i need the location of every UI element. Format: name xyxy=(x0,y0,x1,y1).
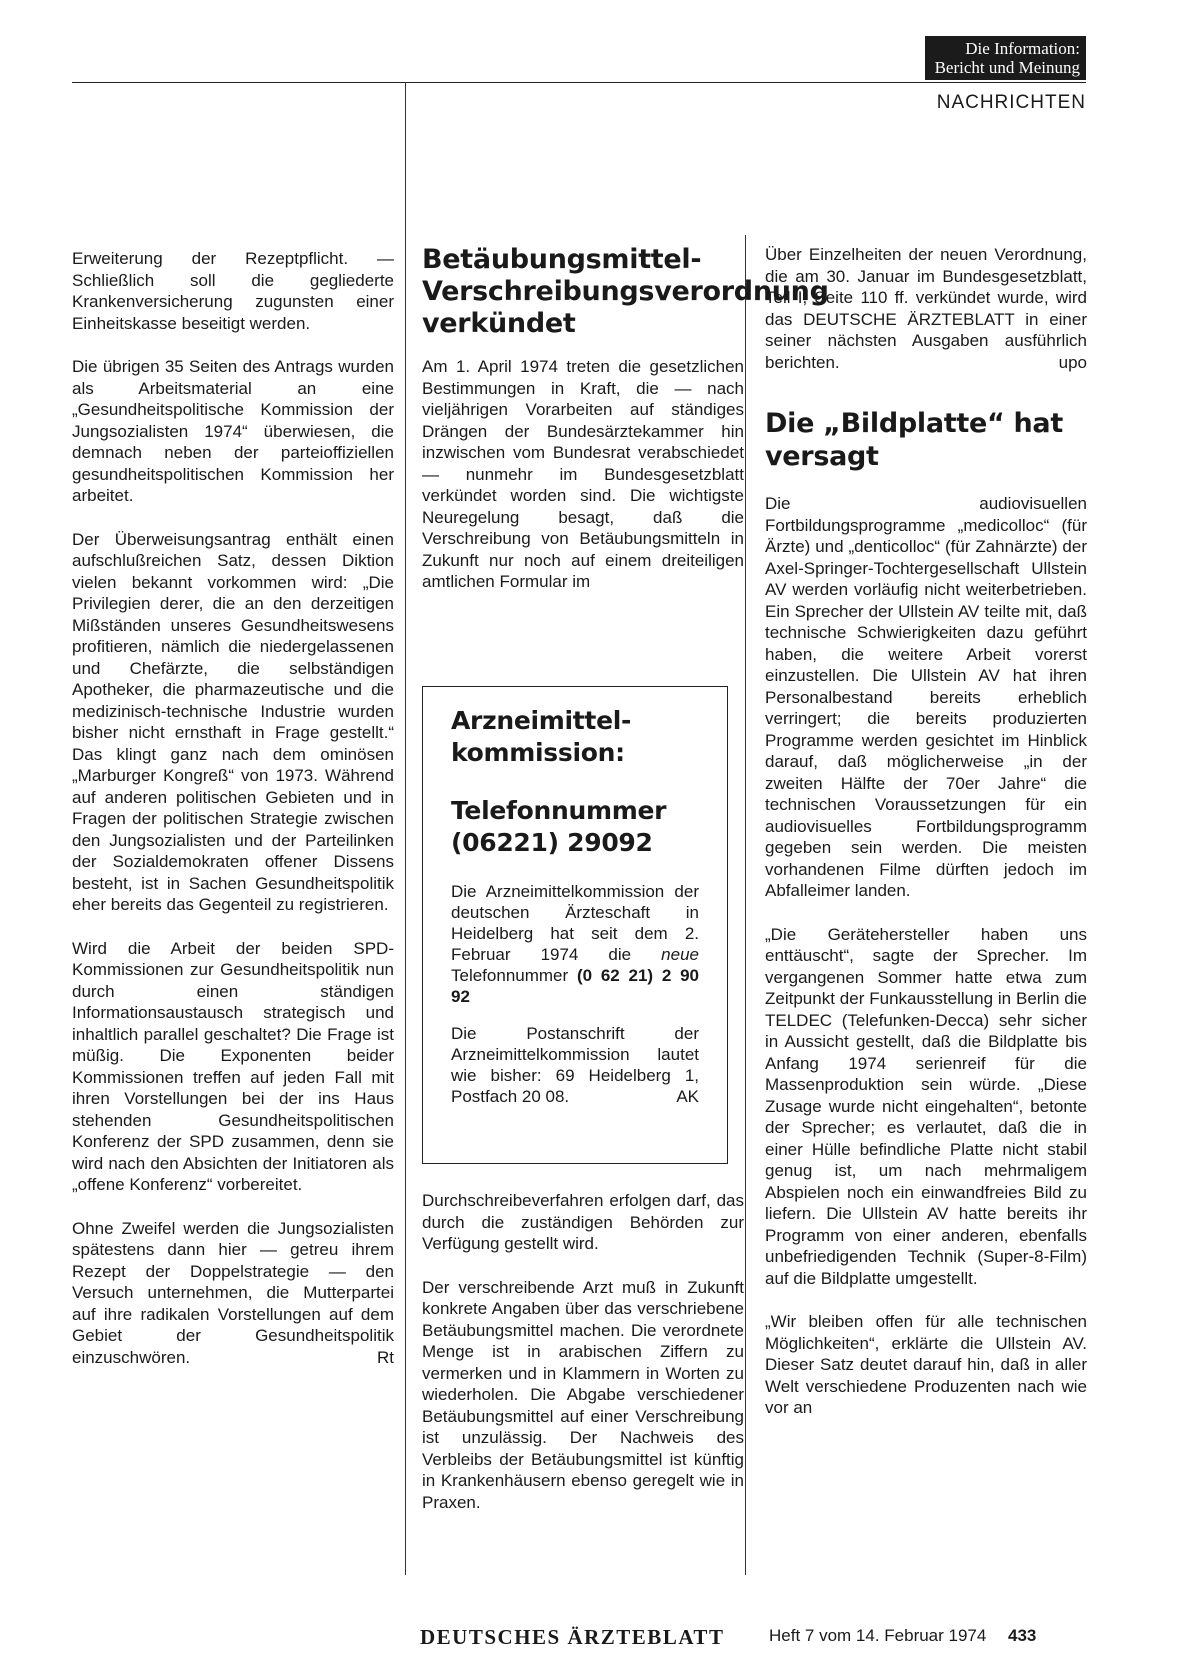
notice-box xyxy=(422,686,728,1164)
col1-paragraph: Erweiterung der Rezeptpflicht. — Schließlich soll die gegliederte Krankenversicherung zugunsten einer Einheitskasse beseitigt werden. xyxy=(72,249,394,333)
col3-paragraph: „Wir bleiben offen für alle technischen Möglichkeiten“, erklärte die Ullstein AV. Dieser Satz deutet darauf hin, daß in aller Welt verschiedene Produzenten nach wie vor an xyxy=(765,1312,1087,1417)
column-divider-left xyxy=(405,82,406,1575)
author-signature: Rt xyxy=(377,1347,394,1367)
section-label: NACHRICHTEN xyxy=(936,92,1086,113)
article-headline: Die „Bildplatte“ hat versagt xyxy=(765,408,1063,472)
col1-paragraph: Die übrigen 35 Seiten des Antrags wurden als Arbeitsmaterial an eine „Gesundheitspolitische Kommission der Jungsozialisten 1974“ überwiesen, die demnach neben der parteioffiziellen gesundheitspolitischen Kommission her arbeitet. xyxy=(72,357,394,505)
notice-signature: AK xyxy=(676,1087,699,1106)
notice-title: Arzneimittel-kommission: xyxy=(451,706,632,767)
notice-text: Die Arzneimittelkommission der deutschen Ärzteschaft in Heidelberg hat seit dem 2. Februar 1974 die xyxy=(451,882,699,964)
author-signature: upo xyxy=(1058,352,1087,372)
article-headline: Betäubungsmittel-Verschreibungsverordnung verkündet xyxy=(422,244,829,339)
column-divider-right xyxy=(745,235,746,1575)
col1-paragraph: Der Überweisungsantrag enthält einen aufschlußreichen Satz, dessen Diktion vielen bekannt vorkommen wird: „Die Privilegien derer, die an den derzeitigen Mißständen unseres Gesundheitswesens profitieren, nämlich die niedergelassenen und Chefärzte, die selbständigen Apotheker, die pharmazeutische und die medizinisch-technische Industrie wurden bisher nicht ernsthaft in Frage gestellt.“ Das klingt ganz nach dem ominösen „Marburger Kongreß“ von 1973. Während auf anderen politischen Gebieten und in Fragen der politischen Strategie zwischen den Jungsozialisten und der Parteilinken der Sozialdemokraten offener Dissens besteht, ist in Sachen Gesundheitspolitik eher bereits das Gegenteil zu registrieren. xyxy=(72,529,394,914)
journal-masthead: DEUTSCHES ÄRZTEBLATT xyxy=(420,1625,725,1649)
column-right xyxy=(765,244,1087,1419)
notice-text: Telefonnummer xyxy=(451,966,577,985)
notice-address: Die Postanschrift der Arzneimittelkommission lautet wie bisher: 69 Heidelberg 1, Postfach 20 08. xyxy=(451,1024,699,1106)
notice-emphasis: neue xyxy=(661,945,699,964)
page-number: 433 xyxy=(1008,1626,1037,1645)
col1-paragraph-text: Ohne Zweifel werden die Jungsozialisten spätestens dann hier — getreu ihrem Rezept der Doppelstrategie — den Versuch unternehmen, die Mutterpartei auf ihre radikalen Vorstellungen auf dem Gebiet der Gesundheitspolitik einzuschwören. xyxy=(72,1218,394,1367)
col1-paragraph: Wird die Arbeit der beiden SPD-Kommissionen zur Gesundheitspolitik nun durch einen ständigen Informationsaustausch strategisch und inhaltlich parallel geschaltet? Die Frage ist müßig. Die Exponenten beider Kommissionen treffen auf jeden Fall mit ihren Vorstellungen bei der ins Haus stehenden Gesundheitspolitischen Konferenz der SPD zusammen, denn sie wird nach den Absichten der Initiatoren als „offene Konferenz“ vorbereitet. xyxy=(72,938,394,1194)
col3-paragraph: Die audiovisuellen Fortbildungsprogramme „medicolloc“ (für Ärzte) und „denticolloc“ (für Zahnärzte) der Axel-Springer-Tochtergesellschaft Ullstein AV werden vorläufig nicht weiterbetrieben. Ein Sprecher der Ullstein AV teilte mit, daß technische Schwierigkeiten dazu geführt haben, die weitere Arbeit vorerst einzustellen. Die Ullstein AV hat ihren Personalbestand bereits erheblich verringert; die bereits produzierten Programme werden gesichtet im Hinblick darauf, daß möglicherweise „in der zweiten Hälfte der 70er Jahre“ die technischen Voraussetzungen für ein audiovisuelles Fortbildungsprogramm gegeben sein werden. Die meisten vorhandenen Filme dürften jedoch im Abfalleimer landen. xyxy=(765,494,1087,900)
col3-paragraph: „Die Gerätehersteller haben uns enttäuscht“, sagte der Sprecher. Im vergangenen Sommer hatte etwa zum Zeitpunkt der Funkausstellung in Berlin die TELDEC (Telefunken-Decca) sehr sicher in Aussicht gestellt, daß die Bildplatte bis Anfang 1974 serienreif für die Massenproduktion sein würde. „Diese Zusage wurde nicht eingehalten“, betonte der Sprecher; es verlautet, daß die in einer Hülle befindliche Platte nicht stabil genug ist, um nach mehrmaligem Abspielen noch ein einwandfreies Bild zu liefern. Die Ullstein AV hatte bereits ihr Programm von einer anderen, ebenfalls unbefriedigenden Technik (Super-8-Film) auf die Bildplatte umgestellt. xyxy=(765,924,1087,1288)
col2-paragraph: Durchschreibeverfahren erfolgen darf, das durch die zuständigen Behörden zur Verfügung gestellt wird. xyxy=(422,1191,744,1253)
notice-phone-heading: Telefonnummer (06221) 29092 xyxy=(451,796,667,857)
rubric-tag-line1: Die Information: xyxy=(965,39,1080,58)
header-rule xyxy=(72,82,1086,83)
col2-paragraph: Am 1. April 1974 treten die gesetzlichen Bestimmungen in Kraft, die — nach vieljährigen Vorarbeiten auf ständiges Drängen der Bundesärztekammer hin inzwischen vom Bundesrat verabschiedet — nunmehr im Bundesgesetzblatt verkündet worden sind. Die wichtigste Neuregelung besagt, daß die Verschreibung von Betäubungsmitteln in Zukunft nur noch auf einem dreiteiligen amtlichen Formular im xyxy=(422,357,744,591)
rubric-tag xyxy=(925,36,1086,80)
column-left xyxy=(72,248,394,1368)
notice-paragraph xyxy=(451,1023,699,1107)
col3-paragraph xyxy=(765,244,1087,373)
column-middle xyxy=(422,244,829,593)
rubric-tag-line2: Bericht und Meinung xyxy=(934,58,1080,77)
notice-paragraph xyxy=(451,881,699,1007)
col1-paragraph-last xyxy=(72,1218,394,1369)
col2-paragraph: Der verschreibende Arzt muß in Zukunft konkrete Angaben über das verschriebene Betäubungsmittel machen. Die verordnete Menge ist in arabischen Ziffern zu vermerken und in Klammern in Worten zu wiederholen. Die Abgabe verschiedener Betäubungsmittel auf einer Verschreibung ist unzulässig. Der Nachweis des Verbleibs der Betäubungsmittel ist künftig in Krankenhäusern ebenso geregelt wie in Praxen. xyxy=(422,1277,744,1512)
col3-paragraph-text: Über Einzelheiten der neuen Verordnung, die am 30. Januar im Bundesgesetzblatt, Teil I, Seite 110 ff. verkündet wurde, wird das DEUTSCHE ÄRZTEBLATT in einer seiner nächsten Ausgaben ausführlich berichten. xyxy=(765,245,1087,372)
notice-phone-number: (0 62 21) 2 90 92 xyxy=(451,966,700,1006)
issue-info: Heft 7 vom 14. Februar 1974 xyxy=(769,1626,987,1645)
column-middle-continued xyxy=(422,1190,744,1513)
